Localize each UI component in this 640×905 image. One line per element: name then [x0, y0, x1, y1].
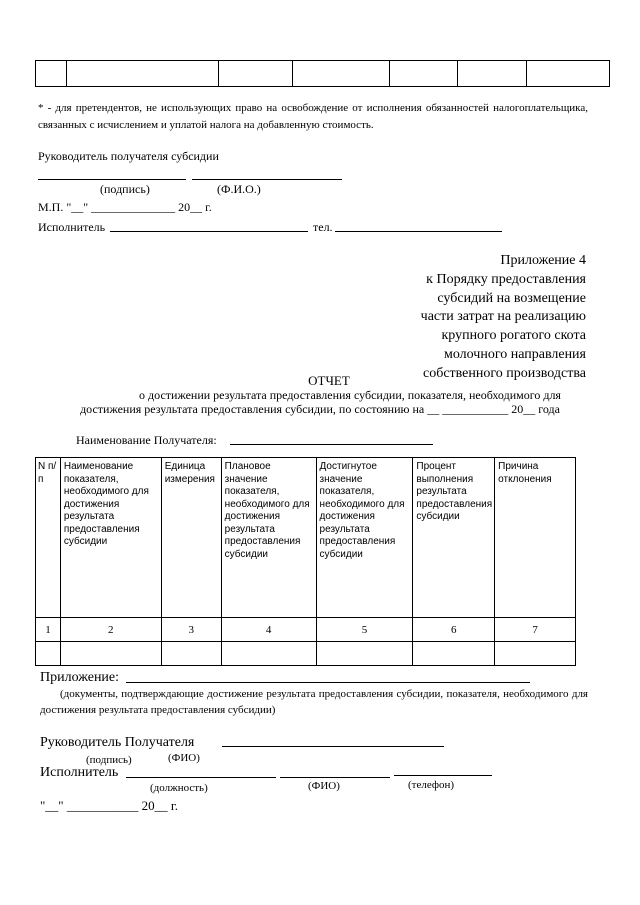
column-number: 4: [221, 618, 316, 642]
header-cell-unit: Единица измерения: [161, 458, 221, 618]
date-line: "__" ___________ 20__ г.: [40, 798, 178, 813]
table-number-row: [36, 618, 576, 642]
table-cell: [495, 642, 576, 666]
column-number: 1: [36, 618, 61, 642]
table-cell: [66, 61, 218, 87]
header-cell-planned: Плановое значение показателя, необходимого для достижения результата предоставления субсидии: [221, 458, 316, 618]
report-subtitle-line1: о достижении результата предоставления субсидии, показателя, необходимого для: [139, 388, 561, 402]
tel-label: тел.: [313, 220, 333, 234]
table-cell: [219, 61, 293, 87]
fio-caption: (ФИО): [168, 752, 200, 764]
recipient-line: [230, 444, 433, 445]
header-cell-percent: Процент выполнения результата предоставления субсидии: [413, 458, 495, 618]
report-table: [35, 457, 576, 666]
header-cell-achieved: Достигнутое значение показателя, необходимого для достижения результата предоставления субсидии: [316, 458, 413, 618]
signature-line: [222, 746, 444, 747]
table-cell: [527, 61, 610, 87]
signature-line: [38, 179, 186, 180]
attachment-description: (документы, подтверждающие достижение результата предоставления субсидии, показателя, необходимого для достижения результата предоставления субсидии): [40, 688, 588, 716]
table-cell: [221, 642, 316, 666]
position-caption: (должность): [150, 782, 208, 794]
table-cell: [36, 61, 67, 87]
table-cell: [293, 61, 390, 87]
position-line: [126, 777, 276, 778]
column-number: 3: [161, 618, 221, 642]
recipient-label: Наименование Получателя:: [76, 433, 217, 447]
fio-caption: (Ф.И.О.): [217, 182, 261, 196]
appendix-line: Приложение 4: [500, 253, 586, 268]
attachment-label: Приложение:: [40, 670, 120, 685]
appendix-line: собственного производства: [422, 365, 586, 381]
phone-line: [394, 775, 492, 776]
previous-table-fragment: [35, 60, 610, 87]
table-cell: [389, 61, 458, 87]
table-cell: [60, 642, 161, 666]
mp-date-line: М.П. "__" ______________ 20__ г.: [38, 200, 212, 214]
header-cell-number: N п/п: [36, 458, 61, 618]
header-cell-reason: Причина отклонения: [495, 458, 576, 618]
executor-label: Исполнитель: [38, 220, 106, 234]
sign-caption: (подпись): [100, 182, 150, 196]
column-number: 6: [413, 618, 495, 642]
sign-caption: (подпись): [86, 754, 132, 766]
appendix-heading: [421, 252, 586, 384]
appendix-line: молочного направления: [443, 346, 586, 362]
executor-line: [110, 231, 308, 232]
head-label: Руководитель Получателя: [40, 735, 195, 750]
report-subtitle-line2: достижения результата предоставления субсидии, по состоянию на __ ___________ 20__ года: [80, 402, 560, 416]
report-title: ОТЧЕТ: [308, 373, 350, 388]
table-cell: [458, 61, 527, 87]
column-number: 2: [60, 618, 161, 642]
header-cell-indicator: Наименование показателя, необходимого для достижения результата предоставления субсидии: [60, 458, 161, 618]
footnote: * - для претендентов, не использующих право на освобождение от исполнения обязанностей налогоплательщика, связанных с исчислением и уплатой налога на добавленную стоимость.: [38, 102, 588, 131]
table-cell: [161, 642, 221, 666]
appendix-line: к Порядку предоставления: [426, 271, 586, 287]
appendix-line: крупного рогатого скота: [441, 328, 586, 344]
head-label: Руководитель получателя субсидии: [38, 149, 219, 163]
table-row: [36, 642, 576, 666]
attachment-line: [126, 682, 530, 683]
column-number: 7: [495, 618, 576, 642]
executor-label: Исполнитель: [40, 765, 119, 780]
table-cell: [36, 642, 61, 666]
fio-caption: (ФИО): [308, 780, 340, 792]
table-header-row: [36, 458, 576, 618]
appendix-line: субсидий на возмещение: [437, 290, 586, 306]
column-number: 5: [316, 618, 413, 642]
fio-line: [280, 777, 390, 778]
tel-line: [335, 231, 502, 232]
appendix-line: части затрат на реализацию: [420, 309, 586, 325]
phone-caption: (телефон): [408, 779, 455, 791]
table-cell: [413, 642, 495, 666]
table-cell: [316, 642, 413, 666]
fio-line: [192, 179, 342, 180]
